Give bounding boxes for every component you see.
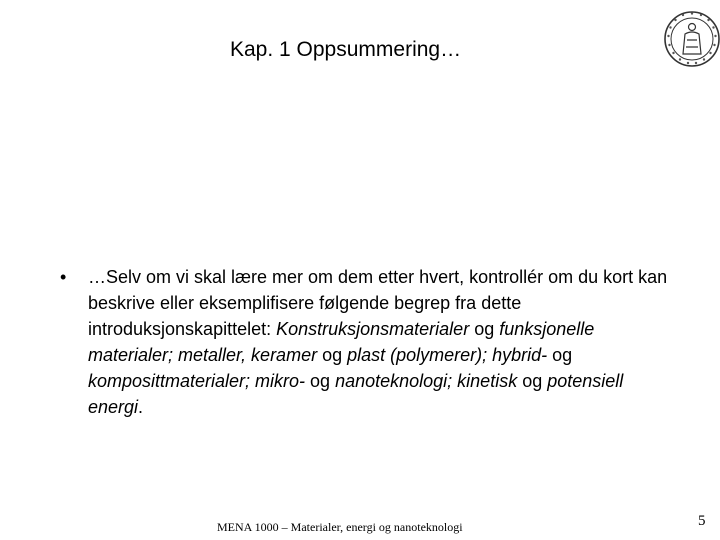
bullet-term: plast (polymerer); hybrid-: [347, 345, 548, 365]
bullet-term: komposittmaterialer; mikro-: [88, 371, 306, 391]
bullet-text-segment: og: [517, 371, 548, 391]
bullet-text: [88, 264, 670, 420]
bullet-marker: •: [60, 267, 67, 287]
bullet-term: funksjonelle materialer; metaller, keramer: [88, 319, 595, 365]
bullet-text-segment: .: [138, 397, 144, 417]
bullet-term: potensiell energi: [88, 371, 624, 417]
slide-title: Kap. 1 Oppsummering…: [230, 38, 462, 61]
bullet-text-segment: og: [317, 345, 348, 365]
bullet-text-segment: og: [305, 371, 336, 391]
university-seal-icon: [663, 10, 720, 68]
bullet-item: [60, 264, 670, 420]
bullet-term: nanoteknologi; kinetisk: [335, 371, 518, 391]
bullet-text-segment: og: [469, 319, 500, 339]
bullet-text-segment: …Selv om vi skal lære mer om dem etter hvert, kontrollér om du kort kan beskrive eller eksemplifisere følgende begrep fra dette introduksjonskapittelet:: [88, 267, 668, 339]
footer-course-title: MENA 1000 – Materialer, energi og nanoteknologi: [217, 520, 463, 534]
bullet-term: Konstruksjonsmaterialer: [276, 319, 470, 339]
page-number: 5: [698, 513, 706, 529]
bullet-text-segment: og: [547, 345, 573, 365]
